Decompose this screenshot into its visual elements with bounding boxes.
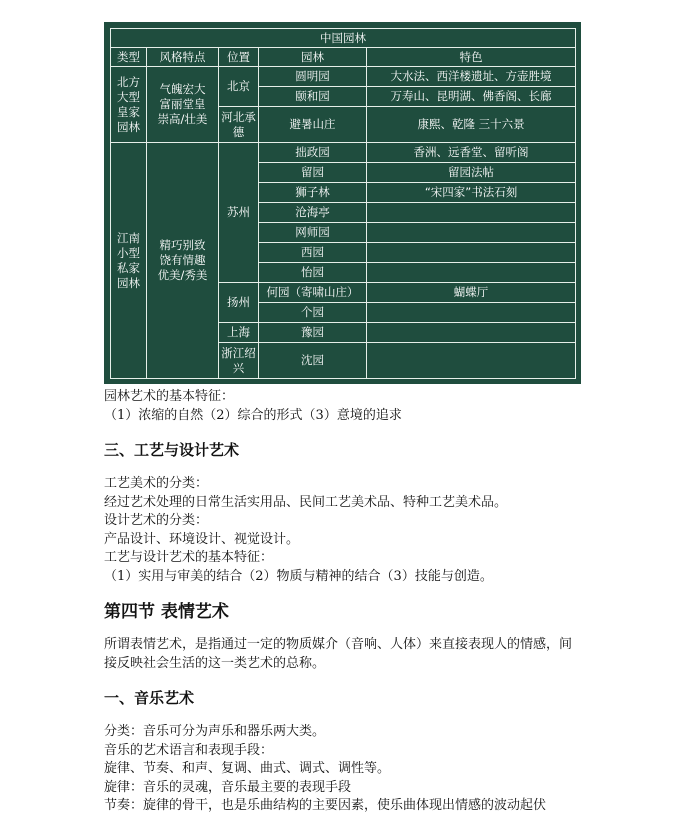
garden-wangshiyuan: 网师园	[259, 223, 367, 243]
location-beijing: 北京	[219, 67, 259, 107]
feature-liuyuan: 留园法帖	[367, 163, 576, 183]
garden-table-board	[104, 22, 581, 384]
type-north: 北方大型皇家园林	[111, 67, 147, 143]
garden-zhuozhengyuan: 拙政园	[259, 143, 367, 163]
feature-shizilin: “宋四家”书法石刻	[367, 183, 576, 203]
style-north: 气魄宏大富丽堂皇崇高/壮美	[147, 67, 219, 143]
header-garden: 园林	[259, 48, 367, 67]
feature-bishushanzhuang: 康熙、乾隆 三十六景	[367, 107, 576, 143]
feature-yiheyuan: 万寿山、昆明湖、佛香阁、长廊	[367, 87, 576, 107]
garden-yiheyuan: 颐和园	[259, 87, 367, 107]
garden-heyuan: 何园（寄啸山庄）	[259, 283, 367, 303]
design-class-value: 产品设计、环境设计、视觉设计。	[104, 531, 300, 547]
feature-empty	[367, 303, 576, 323]
header-location: 位置	[219, 48, 259, 67]
garden-geyuan: 个园	[259, 303, 367, 323]
feature-empty	[367, 223, 576, 243]
section4-title: 第四节 表情艺术	[104, 602, 229, 622]
garden-xiyuan: 西园	[259, 243, 367, 263]
garden-yuyuan: 豫园	[259, 323, 367, 343]
garden-table	[110, 28, 576, 379]
music-class: 分类：音乐可分为声乐和器乐两大类。	[104, 724, 326, 739]
table-title: 中国园林	[111, 29, 576, 48]
section3-title: 三、工艺与设计艺术	[104, 441, 240, 459]
expressive-definition: 所谓表情艺术，是指通过一定的物质媒介（音响、人体）来直接表现人的情感，间接反映社会生活的这一类艺术的总称。	[104, 637, 573, 671]
design-class-label: 设计艺术的分类：	[104, 513, 209, 528]
craft-feature-items: （1）实用与审美的结合（2）物质与精神的结合（3）技能与创造。	[104, 568, 493, 584]
garden-feature-heading: 园林艺术的基本特征：	[104, 389, 235, 404]
feature-empty	[367, 243, 576, 263]
garden-canglangting: 沧海亭	[259, 203, 367, 223]
header-style: 风格特点	[147, 48, 219, 67]
music-elements: 旋律、节奏、和声、复调、曲式、调式、调性等。	[104, 761, 391, 776]
style-south: 精巧别致饶有情趣优美/秀美	[147, 143, 219, 379]
garden-yiyuan: 怡园	[259, 263, 367, 283]
garden-feature-items: （1）浓缩的自然（2）综合的形式（3）意境的追求	[104, 407, 402, 423]
feature-heyuan: 蝴蝶厅	[367, 283, 576, 303]
garden-shizilin: 狮子林	[259, 183, 367, 203]
header-type: 类型	[111, 48, 147, 67]
location-shanghai: 上海	[219, 323, 259, 343]
feature-empty	[367, 203, 576, 223]
type-south: 江南小型私家园林	[111, 143, 147, 379]
garden-shenyuan: 沈园	[259, 343, 367, 379]
garden-bishushanzhuang: 避暑山庄	[259, 107, 367, 143]
feature-yuanmingyuan: 大水法、西洋楼遗址、方壶胜境	[367, 67, 576, 87]
craft-feature-label: 工艺与设计艺术的基本特征：	[104, 550, 274, 565]
location-yangzhou: 扬州	[219, 283, 259, 323]
craft-class-label: 工艺美术的分类：	[104, 476, 209, 491]
rhythm-line: 节奏：旋律的骨干，也是乐曲结构的主要因素，使乐曲体现出情感的波动起伏	[104, 798, 547, 813]
location-shaoxing: 浙江绍兴	[219, 343, 259, 379]
document-body	[104, 388, 584, 816]
feature-zhuozhengyuan: 香洲、远香堂、留听阁	[367, 143, 576, 163]
feature-empty	[367, 323, 576, 343]
music-title: 一、音乐艺术	[104, 689, 195, 707]
garden-liuyuan: 留园	[259, 163, 367, 183]
melody-line: 旋律：音乐的灵魂，音乐最主要的表现手段	[104, 779, 352, 795]
craft-class-value: 经过艺术处理的日常生活实用品、民间工艺美术品、特种工艺美术品。	[104, 494, 508, 510]
garden-yuanmingyuan: 圆明园	[259, 67, 367, 87]
feature-empty	[367, 343, 576, 379]
feature-empty	[367, 263, 576, 283]
music-language: 音乐的艺术语言和表现手段：	[104, 742, 274, 758]
header-feature: 特色	[367, 48, 576, 67]
location-suzhou: 苏州	[219, 143, 259, 283]
location-hebei: 河北承德	[219, 107, 259, 143]
